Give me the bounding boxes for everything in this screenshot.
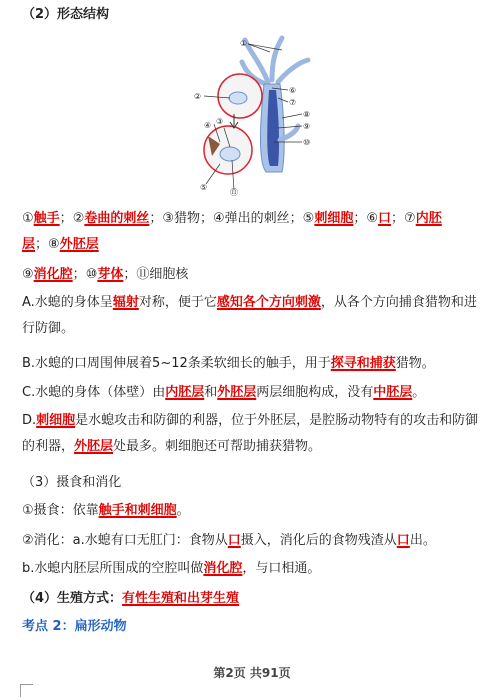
figure-numbers xyxy=(194,39,310,197)
paragraph-d: D.刺细胞是水螅攻击和防御的利器，位于外胚层，是腔肠动物特有的攻击和防御的利器，外胚层处最多。刺细胞还可帮助捕获猎物。 xyxy=(22,413,479,454)
answer-gastrovascular-cavity: 消化腔 xyxy=(33,267,73,282)
page-footer: 第2页 共91页 xyxy=(213,666,291,680)
fig-label-11: ⑪ xyxy=(230,188,238,197)
answer-coiled-thread: 卷曲的刺丝 xyxy=(84,211,150,226)
kaodian-heading: 考点 2：扁形动物 xyxy=(22,619,127,634)
digestion-line: ②消化：a.水螅有口无肛门：食物从口摄入，消化后的食物残渣从口出。 xyxy=(22,533,436,548)
section-heading-structure: （2）形态结构 xyxy=(22,7,110,22)
fig-label-7: ⑦ xyxy=(289,98,297,107)
answer-bud: 芽体 xyxy=(97,267,124,282)
paragraph-a: A.水螅的身体呈辐射对称，便于它感知各个方向刺激，从各个方向捕食猎物和进行防御。 xyxy=(22,295,477,336)
fig-label-1: ① xyxy=(240,39,248,48)
answer-mouth: 口 xyxy=(378,211,392,226)
fig-label-8: ⑧ xyxy=(303,110,311,119)
stinging-cell-fired xyxy=(220,147,240,161)
answer-endoderm-part1: 内胚 xyxy=(415,211,442,226)
legend-line-3: ⑨消化腔；⑩芽体；⑪细胞核 xyxy=(22,267,189,282)
fig-label-9: ⑨ xyxy=(303,122,311,131)
page-corner-mark xyxy=(20,684,33,697)
fig-label-4: ④ xyxy=(204,121,212,130)
section-heading-digestion: （3）摄食和消化 xyxy=(22,475,122,490)
legend-line-1: ①触手；②卷曲的刺丝；③猎物；④弹出的刺丝；⑤刺细胞；⑥口；⑦内胚 xyxy=(22,211,442,226)
reproduction-line: （4）生殖方式：有性生殖和出芽生殖 xyxy=(22,591,240,606)
legend-line-2: 层；⑧外胚层 xyxy=(22,237,99,252)
hydra-figure xyxy=(190,32,340,197)
answer-tentacle: 触手 xyxy=(33,211,60,226)
fig-label-6: ⑥ xyxy=(289,86,297,95)
answer-cnidocyte: 刺细胞 xyxy=(314,211,354,226)
fig-label-2: ② xyxy=(194,92,202,101)
paragraph-b: B.水螅的口周围伸展着5~12条柔软细长的触手，用于探寻和捕获猎物。 xyxy=(22,356,435,371)
paragraph-c: C.水螅的身体（体壁）由内胚层和外胚层两层细胞构成，没有中胚层。 xyxy=(22,385,426,400)
fig-label-3: ③ xyxy=(216,117,224,126)
answer-ectoderm: 外胚层 xyxy=(59,237,99,252)
stinging-cell-coiled xyxy=(229,92,247,104)
answer-endoderm-part2: 层 xyxy=(22,237,36,252)
fig-label-10: ⑩ xyxy=(303,138,311,147)
cavity-line: b.水螅内胚层所围成的空腔叫做消化腔，与口相通。 xyxy=(22,561,321,576)
intake-line: ①摄食：依靠触手和刺细胞。 xyxy=(22,503,190,518)
fig-label-5: ⑤ xyxy=(200,183,208,192)
